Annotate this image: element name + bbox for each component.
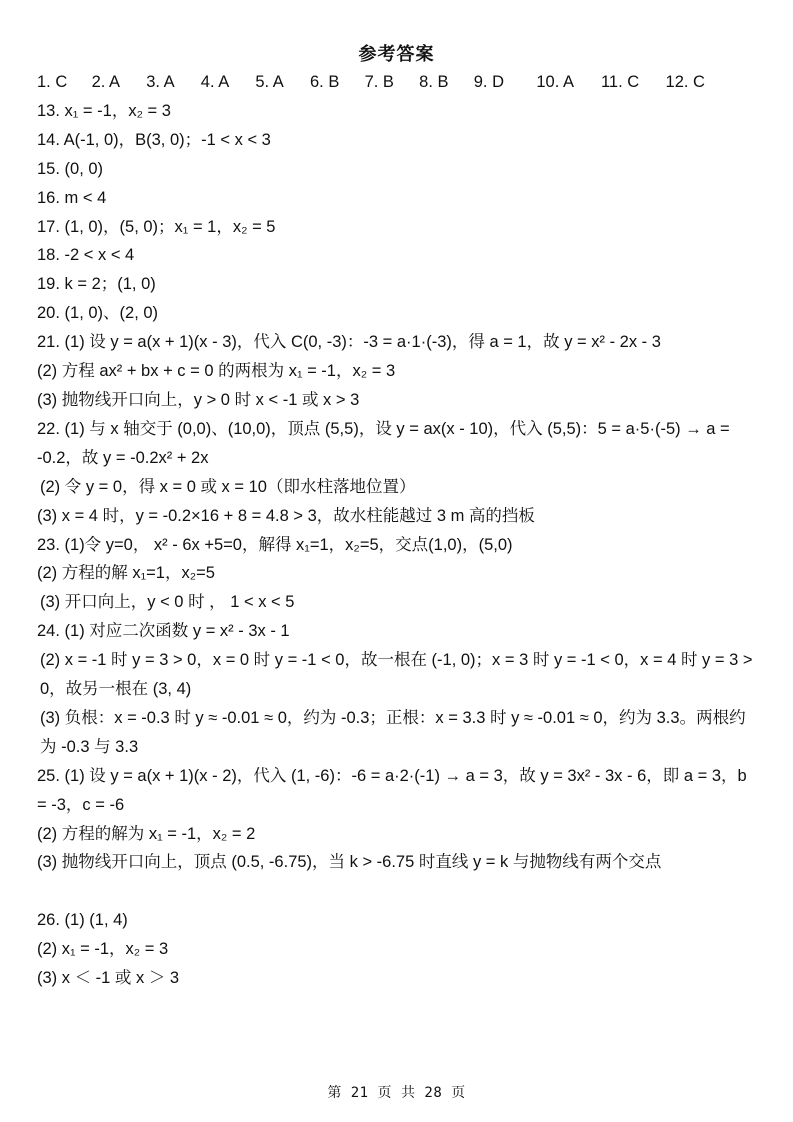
answer-content xyxy=(37,68,757,993)
mc-answer-10: 10. A xyxy=(536,73,574,91)
answer-24-part-2: (2) x = -1 时 y = 3 > 0，x = 0 时 y = -1 < 0，故一根在 (-1, 0)；x = 3 时 y = -1 < 0，x = 4 时 y = 3 > 0，故另一根在 (3, 4) xyxy=(40,651,753,699)
answer-25-part-2: (2) 方程的解为 x₁ = -1，x₂ = 2 xyxy=(37,824,256,843)
mc-answer-11: 11. C xyxy=(600,73,640,91)
answer-22-part-1: 22. (1) 与 x 轴交于 (0,0)、(10,0)，顶点 (5,5)，设 y = ax(x - 10)，代入 (5,5)：5 = a·5·(-5) → a = -0.2，故 y = -0.2x² + 2x xyxy=(37,419,730,467)
mc-answer-4: 4. A xyxy=(200,73,230,91)
answer-14: 14. A(-1, 0)，B(3, 0)；-1 < x < 3 xyxy=(37,130,271,149)
answer-22-part-2: (2) 令 y = 0，得 x = 0 或 x = 10（即水柱落地位置） xyxy=(40,477,416,496)
answer-26-part-3: (3) x ＜ -1 或 x ＞ 3 xyxy=(37,969,180,988)
answer-25-part-3: (3) 抛物线开口向上，顶点 (0.5, -6.75)，当 k > -6.75 时直线 y = k 与抛物线有两个交点 xyxy=(37,853,662,872)
answer-16: 16. m < 4 xyxy=(37,188,107,207)
mc-answer-1: 1. C xyxy=(37,73,68,91)
answer-13: 13. x₁ = -1，x₂ = 3 xyxy=(37,101,171,120)
answer-17: 17. (1, 0)，(5, 0)；x₁ = 1，x₂ = 5 xyxy=(37,217,276,236)
mc-answer-6: 6. B xyxy=(309,73,340,91)
answer-21-part-2: (2) 方程 ax² + bx + c = 0 的两根为 x₁ = -1，x₂ = 3 xyxy=(37,362,396,381)
answer-25-part-1: 25. (1) 设 y = a(x + 1)(x - 2)，代入 (1, -6)：-6 = a·2·(-1) → a = 3，故 y = 3x² - 3x - 6，即 a = 3，b = -3，c = -6 xyxy=(37,766,747,814)
page-footer: 第 21 页 共 28 页 xyxy=(327,1085,466,1101)
answer-21-part-1: 21. (1) 设 y = a(x + 1)(x - 3)，代入 C(0, -3)：-3 = a·1·(-3)，得 a = 1，故 y = x² - 2x - 3 xyxy=(37,333,661,352)
mc-answer-8: 8. B xyxy=(419,73,449,91)
mc-answer-12: 12. C xyxy=(665,73,705,91)
answer-23-part-1: 23. (1)令 y=0， x² - 6x +5=0，解得 x₁=1，x₂=5，交点(1,0)，(5,0) xyxy=(37,535,513,554)
mc-answer-5: 5. A xyxy=(255,73,284,91)
answer-18: 18. -2 < x < 4 xyxy=(37,246,135,265)
answer-20: 20. (1, 0)、(2, 0) xyxy=(37,304,159,323)
answer-26-part-2: (2) x₁ = -1，x₂ = 3 xyxy=(37,940,169,959)
mc-answer-7: 7. B xyxy=(364,73,394,91)
blank-spacer xyxy=(37,877,757,906)
answer-19: 19. k = 2；(1, 0) xyxy=(37,275,156,294)
answer-22-part-3: (3) x = 4 时，y = -0.2×16 + 8 = 4.8 > 3，故水柱能越过 3 m 高的挡板 xyxy=(37,506,535,525)
answer-26-part-1: 26. (1) (1, 4) xyxy=(37,911,128,930)
mc-answer-9: 9. D xyxy=(473,73,505,91)
answer-15: 15. (0, 0) xyxy=(37,159,104,178)
answer-23-part-3: (3) 开口向上，y < 0 时 ， 1 < x < 5 xyxy=(40,593,295,612)
answer-21-part-3: (3) 抛物线开口向上，y > 0 时 x < -1 或 x > 3 xyxy=(37,390,360,409)
answer-24-part-3: (3) 负根：x = -0.3 时 y ≈ -0.01 ≈ 0，约为 -0.3；正根：x = 3.3 时 y ≈ -0.01 ≈ 0，约为 3.3。两根约为 -0.3 与 3.3 xyxy=(40,708,746,756)
mc-answer-2: 2. A xyxy=(91,73,121,91)
answer-23-part-2: (2) 方程的解 x₁=1，x₂=5 xyxy=(37,564,215,583)
answer-24-part-1: 24. (1) 对应二次函数 y = x² - 3x - 1 xyxy=(37,622,290,641)
multiple-choice-answers xyxy=(37,68,757,97)
page-title: 参考答案 xyxy=(358,44,435,64)
mc-answer-3: 3. A xyxy=(146,73,175,91)
